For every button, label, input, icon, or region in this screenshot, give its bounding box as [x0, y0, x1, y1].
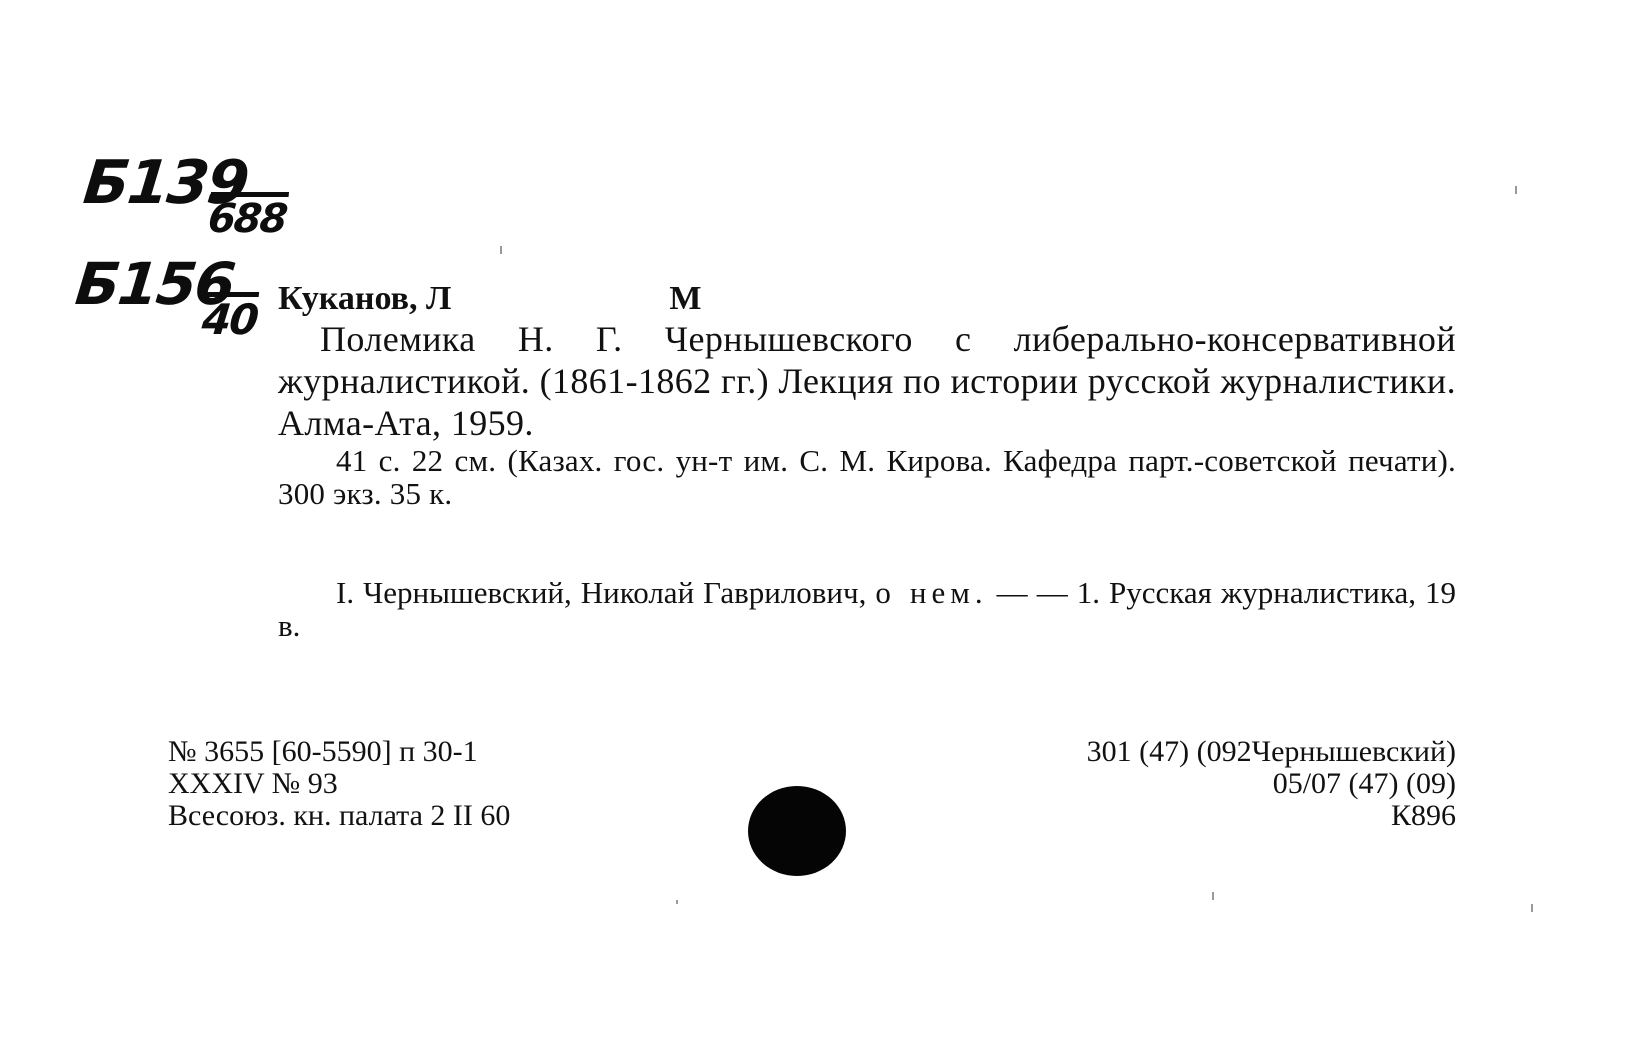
author-heading: [278, 280, 701, 318]
tracing-about: о нем.: [875, 575, 988, 610]
udc-code: 301 (47) (092Чернышевский): [1086, 735, 1456, 768]
card-punch-hole: [748, 786, 846, 876]
handwritten-shelfmark-2-sub: 40: [200, 292, 260, 341]
bbk-code: 05/07 (47) (09): [1272, 767, 1456, 800]
author-initial: М: [669, 280, 702, 317]
handwritten-shelfmark-1-sub: 688: [206, 192, 288, 239]
scan-speck: [1212, 892, 1214, 900]
chamber-stamp: Всесоюз. кн. палата 2 II 60: [168, 799, 511, 832]
series-number: XXXIV № 93: [168, 767, 338, 800]
scan-speck: [1531, 904, 1533, 912]
title-description: Полемика Н. Г. Чернышевского с либерально-консервативной журналистикой. (1861-1862 гг.) Лекция по истории русской журналистики. Алма-Ата, 1959.: [278, 319, 1456, 443]
handwritten-shelfmark-2: [72, 250, 260, 344]
registration-number: № 3655 [60-5590] п 30-1: [168, 735, 478, 768]
scan-speck: [1515, 186, 1517, 194]
registration-info: [168, 736, 510, 832]
physical-description: 41 с. 22 см. (Казах. гос. ун-т им. С. М. Кирова. Кафедра парт.-советской печати). 300 экз. 35 к.: [278, 443, 1456, 511]
scan-speck: [676, 900, 678, 904]
handwritten-shelfmark-1: [80, 148, 289, 242]
classification-info: [1087, 736, 1456, 832]
handwritten-shelfmark-1-main: Б139: [80, 148, 251, 218]
handwritten-shelfmark-2-main: Б156: [72, 250, 237, 318]
author-name: Куканов, Л: [278, 280, 452, 317]
scan-speck: [500, 246, 502, 254]
author-mark: К896: [1390, 799, 1456, 832]
tracing-subject: — — 1. Русская журналистика, 19 в.: [278, 575, 1457, 643]
subject-tracings: [278, 576, 1456, 642]
tracing-person: I. Чернышевский, Николай Гаврилович,: [336, 575, 867, 610]
